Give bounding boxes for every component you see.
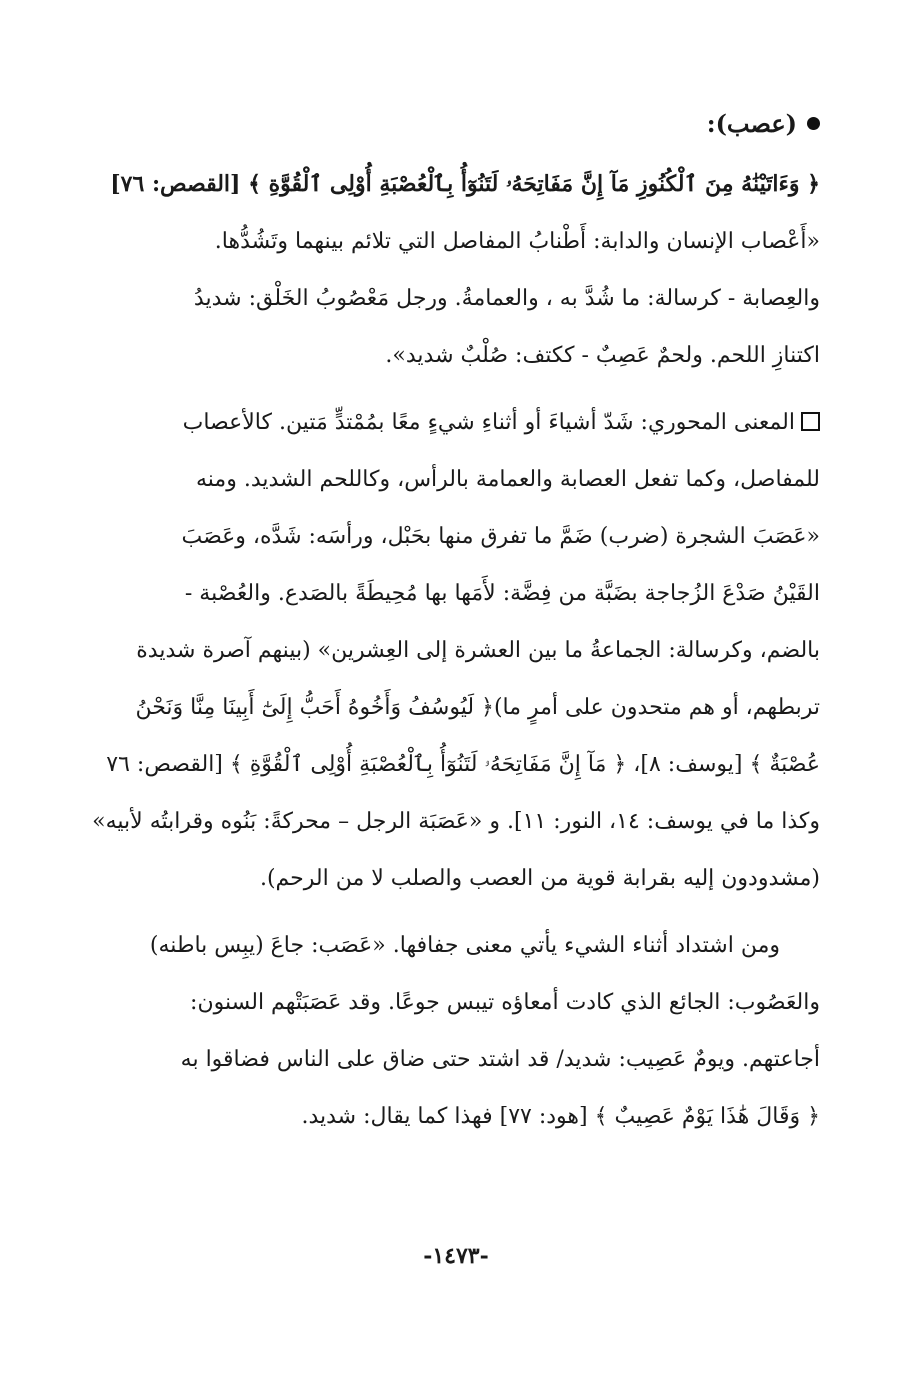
square-marker-icon — [801, 412, 820, 431]
text-line: «أَعْصاب الإنسان والدابة: أَطْنابُ المفاصل التي تلائم بينهما وتَشُدُّها. — [214, 229, 820, 254]
paragraph-gap — [92, 384, 820, 394]
text-line: القَيْنُ صَدْعَ الزُجاجة بضَبَّة من فِضَّة: لأَمَها بها مُحِيطَةً بالصَدع. والعُصْبة - — [184, 581, 820, 606]
paragraph-core-meaning — [92, 394, 820, 907]
text-line: وكذا ما في يوسف: ١٤، النور: ١١]. و «عَصَبَة الرجل – محركةً: بَنُوه وقرابتُه لأبيه» — [92, 809, 820, 834]
bullet-icon — [807, 117, 820, 130]
text-line — [92, 394, 820, 451]
text-line: والعِصابة - كرسالة: ما شُدَّ به ، والعمامةُ. ورجل مَعْصُوبُ الخَلْق: شديدُ — [193, 286, 820, 311]
entry-heading — [92, 98, 820, 148]
paragraph-dryness — [92, 917, 820, 1145]
text-line: والعَصُوب: الجائع الذي كادت أمعاؤه تيبس جوعًا. وقد عَصَبَتْهم السنون: — [190, 990, 820, 1015]
text-line: أجاعتهم. ويومٌ عَصِيب: شديد/ قد اشتد حتى ضاق على الناس فضاقوا به — [180, 1047, 820, 1072]
page-number: -١٤٧٣- — [423, 1243, 489, 1269]
quran-verse-line: ﴿ وَءَاتَيْنَٰهُ مِنَ ٱلْكُنُوزِ مَآ إِنَّ مَفَاتِحَهُۥ لَتَنُوٓأُ بِٱلْعُصْبَةِ أُوْلِى ٱلْقُوَّةِ ﴾ [القصص: ٧٦] — [110, 171, 820, 197]
paragraph-gap — [92, 907, 820, 917]
paragraph-definition — [92, 156, 820, 384]
text-line: تربطهم، أو هم متحدون على أمرٍ ما)﴿ لَيُوسُفُ وَأَخُوهُ أَحَبُّ إِلَىٰٓ أَبِينَا مِنَّا وَنَحْنُ — [135, 695, 820, 720]
text-line: اكتنازِ اللحم. ولحمٌ عَصِبٌ - ككتف: صُلْبٌ شديد». — [385, 343, 820, 368]
text-line: «عَصَبَ الشجرة (ضرب) ضَمَّ ما تفرق منها بحَبْل، ورأسَه: شَدَّه، وعَصَبَ — [181, 524, 820, 549]
text-line: ﴿ وَقَالَ هَٰذَا يَوْمٌ عَصِيبٌ ﴾ [هود: ٧٧] فهذا كما يقال: شديد. — [301, 1104, 820, 1129]
entry-heading-text: (عصب): — [706, 108, 797, 138]
text-line: ومن اشتداد أثناء الشيء يأتي معنى جفافها. «عَصَب: جاعَ (يبِس باطنه) — [149, 933, 780, 958]
text-line: للمفاصل، وكما تفعل العصابة والعمامة بالرأس، وكاللحم الشديد. ومنه — [195, 467, 820, 492]
core-meaning-first-line: المعنى المحوري: شَدّ أشياءَ أو أثناءِ شيءٍ معًا بمُمْتدٍّ مَتين. كالأعصاب — [182, 410, 795, 435]
text-line: بالضم، وكرسالة: الجماعةُ ما بين العشرة إلى العِشرين» (بينهم آصرة شديدة — [136, 638, 820, 663]
text-line: عُصْبَةٌ ﴾ [يوسف: ٨]، ﴿ مَآ إِنَّ مَفَاتِحَهُۥ لَتَنُوٓأُ بِٱلْعُصْبَةِ أُوْلِى ٱلْقُوَّةِ ﴾ [القصص: ٧٦ — [106, 752, 820, 777]
text-line: (مشدودون إليه بقرابة قوية من العصب والصلب لا من الرحم). — [259, 866, 820, 891]
page-content — [92, 98, 820, 1145]
